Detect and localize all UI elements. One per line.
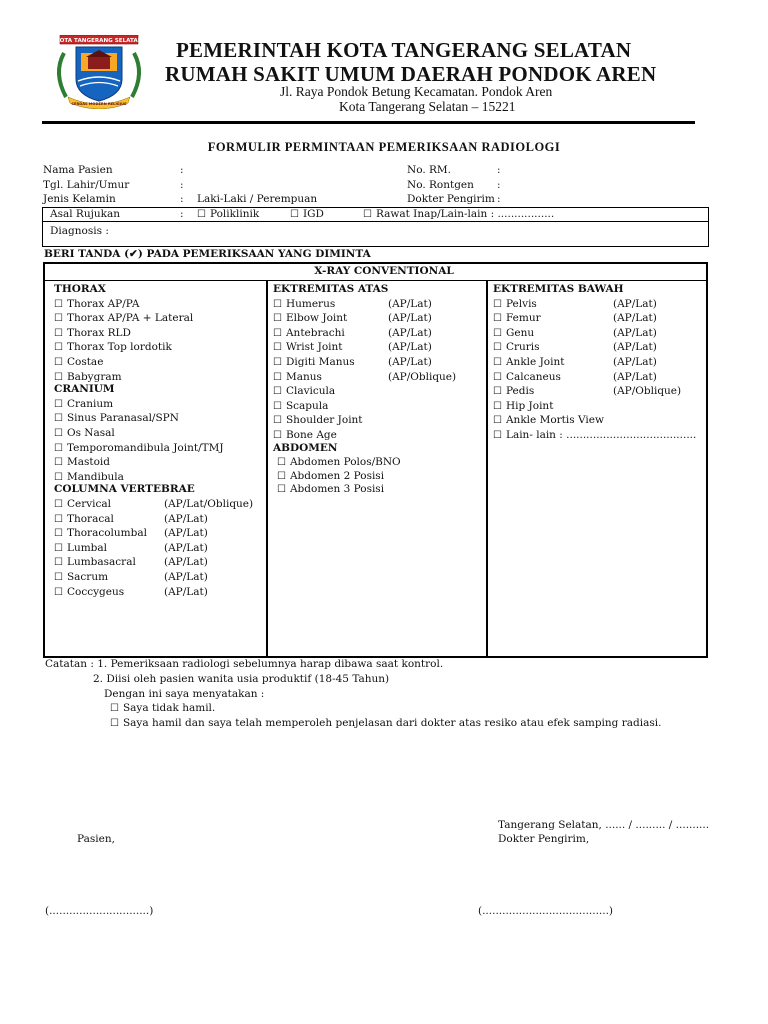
header-title-1: PEMERINTAH KOTA TANGERANG SELATAN <box>176 38 632 62</box>
header-address-2: Kota Tangerang Selatan – 15221 <box>339 99 516 114</box>
exam-checkbox[interactable]: ☐ Wrist Joint <box>273 340 342 355</box>
exam-checkbox[interactable]: ☐ Costae <box>54 355 103 370</box>
exam-checkbox[interactable]: ☐ Cranium <box>54 397 113 412</box>
label-jenis-kelamin: Jenis Kelamin <box>43 193 116 205</box>
checkbox-rawat-inap[interactable]: ☐ Rawat Inap/Lain-lain : ................. <box>363 207 554 222</box>
exam-checkbox[interactable]: ☐ Hip Joint <box>493 399 553 414</box>
exam-checkbox[interactable]: ☐ Thorax RLD <box>54 326 131 341</box>
jenis-kelamin-value[interactable]: Laki-Laki / Perempuan <box>197 193 318 205</box>
label-no-rontgen: No. Rontgen <box>407 179 474 191</box>
label-no-rm: No. RM. <box>407 164 451 176</box>
signature-dokter-label: Dokter Pengirim, <box>498 833 590 845</box>
exam-checkbox[interactable]: ☐ Humerus <box>273 297 335 312</box>
column-divider-1 <box>266 280 268 656</box>
exam-checkbox[interactable]: ☐ Os Nasal <box>54 426 115 441</box>
exam-view: (AP/Lat) <box>164 585 208 598</box>
exam-checkbox[interactable]: ☐ Mandibula <box>54 470 124 485</box>
exam-checkbox[interactable]: ☐ Ankle Joint <box>493 355 564 370</box>
note-2: 2. Diisi oleh pasien wanita usia produktif (18-45 Tahun) <box>93 673 390 685</box>
label-asal-rujukan: Asal Rujukan <box>50 208 120 220</box>
xray-title: X-RAY CONVENTIONAL <box>314 265 454 277</box>
exam-checkbox[interactable]: ☐ Abdomen Polos/BNO <box>277 455 401 470</box>
instruction-text: BERI TANDA (✔) PADA PEMERIKSAAN YANG DIMINTA <box>44 248 371 260</box>
colon: : <box>180 164 184 176</box>
exam-checkbox[interactable]: ☐ Clavicula <box>273 384 335 399</box>
checkbox-igd[interactable]: ☐ IGD <box>290 207 324 222</box>
checkbox-poliklinik[interactable]: ☐ Poliklinik <box>197 207 259 222</box>
exam-view: (AP/Lat) <box>388 356 432 368</box>
colon: : <box>180 193 184 205</box>
exam-checkbox[interactable]: ☐ Cervical <box>54 497 111 512</box>
colon: : <box>180 208 184 220</box>
exam-checkbox[interactable]: ☐ Thorax Top lordotik <box>54 340 172 355</box>
exam-checkbox[interactable]: ☐ Coccygeus <box>54 585 124 600</box>
exam-view: (AP/Lat) <box>388 341 432 354</box>
exam-checkbox[interactable]: ☐ Bone Age <box>273 428 337 443</box>
section-heading: THORAX <box>54 283 106 295</box>
exam-checkbox[interactable]: ☐ Thorax AP/PA + Lateral <box>54 311 193 326</box>
exam-checkbox[interactable]: ☐ Lumbasacral <box>54 555 136 570</box>
exam-checkbox[interactable]: ☐ Sacrum <box>54 570 108 585</box>
colon: : <box>497 164 501 176</box>
colon: : <box>497 179 501 191</box>
exam-view: (AP/Lat) <box>613 356 657 368</box>
exam-checkbox[interactable]: ☐ Shoulder Joint <box>273 413 363 428</box>
exam-checkbox[interactable]: ☐ Calcaneus <box>493 370 561 385</box>
header-address-1: Jl. Raya Pondok Betung Kecamatan. Pondok Aren <box>280 84 553 99</box>
exam-view: (AP/Lat) <box>164 512 208 525</box>
exam-checkbox[interactable]: ☐ Manus <box>273 370 322 385</box>
exam-view: (AP/Lat) <box>164 571 208 583</box>
exam-checkbox[interactable]: ☐ Temporomandibula Joint/TMJ <box>54 441 224 456</box>
exam-checkbox[interactable]: ☐ Abdomen 3 Posisi <box>277 482 384 497</box>
signature-dokter-line: (......................................) <box>478 905 614 917</box>
exam-view: (AP/Lat) <box>388 312 432 325</box>
exam-view: (AP/Oblique) <box>613 385 682 398</box>
exam-checkbox[interactable]: ☐ Mastoid <box>54 455 110 470</box>
exam-view: (AP/Lat) <box>613 326 657 339</box>
exam-checkbox[interactable]: ☐ Thoracal <box>54 512 114 527</box>
header-divider <box>42 121 695 124</box>
checkbox-tidak-hamil[interactable]: ☐ Saya tidak hamil. <box>110 701 215 716</box>
label-nama-pasien: Nama Pasien <box>43 164 113 176</box>
exam-checkbox[interactable]: ☐ Digiti Manus <box>273 355 355 370</box>
xray-header-divider <box>45 280 706 281</box>
exam-view: (AP/Lat) <box>613 297 657 310</box>
exam-checkbox[interactable]: ☐ Babygram <box>54 370 122 385</box>
form-title: FORMULIR PERMINTAAN PEMERIKSAAN RADIOLOGI <box>207 140 561 154</box>
exam-checkbox[interactable]: ☐ Femur <box>493 311 541 326</box>
exam-checkbox[interactable]: ☐ Thoracolumbal <box>54 526 147 541</box>
exam-checkbox[interactable]: ☐ Antebrachi <box>273 326 345 341</box>
header-title-2: RUMAH SAKIT UMUM DAERAH PONDOK AREN <box>165 62 657 86</box>
note-1: Catatan : 1. Pemeriksaan radiologi sebelumnya harap dibawa saat kontrol. <box>45 658 444 670</box>
exam-checkbox[interactable]: ☐ Elbow Joint <box>273 311 347 326</box>
exam-checkbox[interactable]: ☐ Ankle Mortis View <box>493 413 604 428</box>
logo-motto-text: CERDAS MODERN RELIGIUS <box>71 102 127 106</box>
section-heading: EKTREMITAS ATAS <box>273 283 389 295</box>
section-heading: EKTREMITAS BAWAH <box>493 283 624 295</box>
exam-checkbox[interactable]: ☐ Pelvis <box>493 297 537 312</box>
colon: : <box>180 179 184 191</box>
colon: : <box>497 193 501 205</box>
exam-checkbox[interactable]: ☐ Cruris <box>493 340 540 355</box>
note-3: Dengan ini saya menyatakan : <box>104 688 265 700</box>
label-dokter-pengirim: Dokter Pengirim <box>407 193 495 205</box>
section-heading: COLUMNA VERTEBRAE <box>54 483 195 496</box>
exam-view: (AP/Lat) <box>613 370 657 383</box>
exam-view: (AP/Oblique) <box>388 370 457 383</box>
exam-checkbox[interactable]: ☐ Thorax AP/PA <box>54 297 139 312</box>
exam-view: (AP/Lat) <box>164 541 208 554</box>
exam-checkbox[interactable]: ☐ Lumbal <box>54 541 107 556</box>
checkbox-hamil[interactable]: ☐ Saya hamil dan saya telah memperoleh penjelasan dari dokter atas resiko atau efek samping radiasi. <box>110 716 661 731</box>
exam-checkbox[interactable]: ☐ Scapula <box>273 399 328 414</box>
place-date: Tangerang Selatan, ...... / ......... / .......... <box>498 819 710 831</box>
exam-view: (AP/Lat) <box>613 341 657 354</box>
column-divider-2 <box>486 280 488 656</box>
section-heading: ABDOMEN <box>273 441 338 454</box>
exam-checkbox[interactable]: ☐ Abdomen 2 Posisi <box>277 469 384 484</box>
exam-view: (AP/Lat) <box>164 556 208 569</box>
exam-view: (AP/Lat/Oblique) <box>164 498 254 510</box>
logo-banner-text: KOTA TANGERANG SELATAN <box>55 38 143 44</box>
exam-view: (AP/Lat) <box>164 527 208 540</box>
exam-checkbox[interactable]: ☐ Genu <box>493 326 534 341</box>
exam-view: (AP/Lat) <box>388 326 432 339</box>
exam-checkbox[interactable]: ☐ Sinus Paranasal/SPN <box>54 411 179 426</box>
exam-checkbox[interactable]: ☐ Pedis <box>493 384 534 399</box>
city-logo <box>48 35 148 109</box>
exam-view: (AP/Lat) <box>388 297 432 310</box>
label-diagnosis: Diagnosis : <box>50 225 109 237</box>
signature-pasien-line: (..............................) <box>45 905 154 917</box>
section-heading: CRANIUM <box>54 383 115 396</box>
label-tgl-lahir: Tgl. Lahir/Umur <box>43 179 130 191</box>
exam-checkbox[interactable]: ☐ Lain- lain : ....................................... <box>493 428 696 443</box>
signature-pasien-label: Pasien, <box>77 833 115 845</box>
exam-view: (AP/Lat) <box>613 312 657 325</box>
